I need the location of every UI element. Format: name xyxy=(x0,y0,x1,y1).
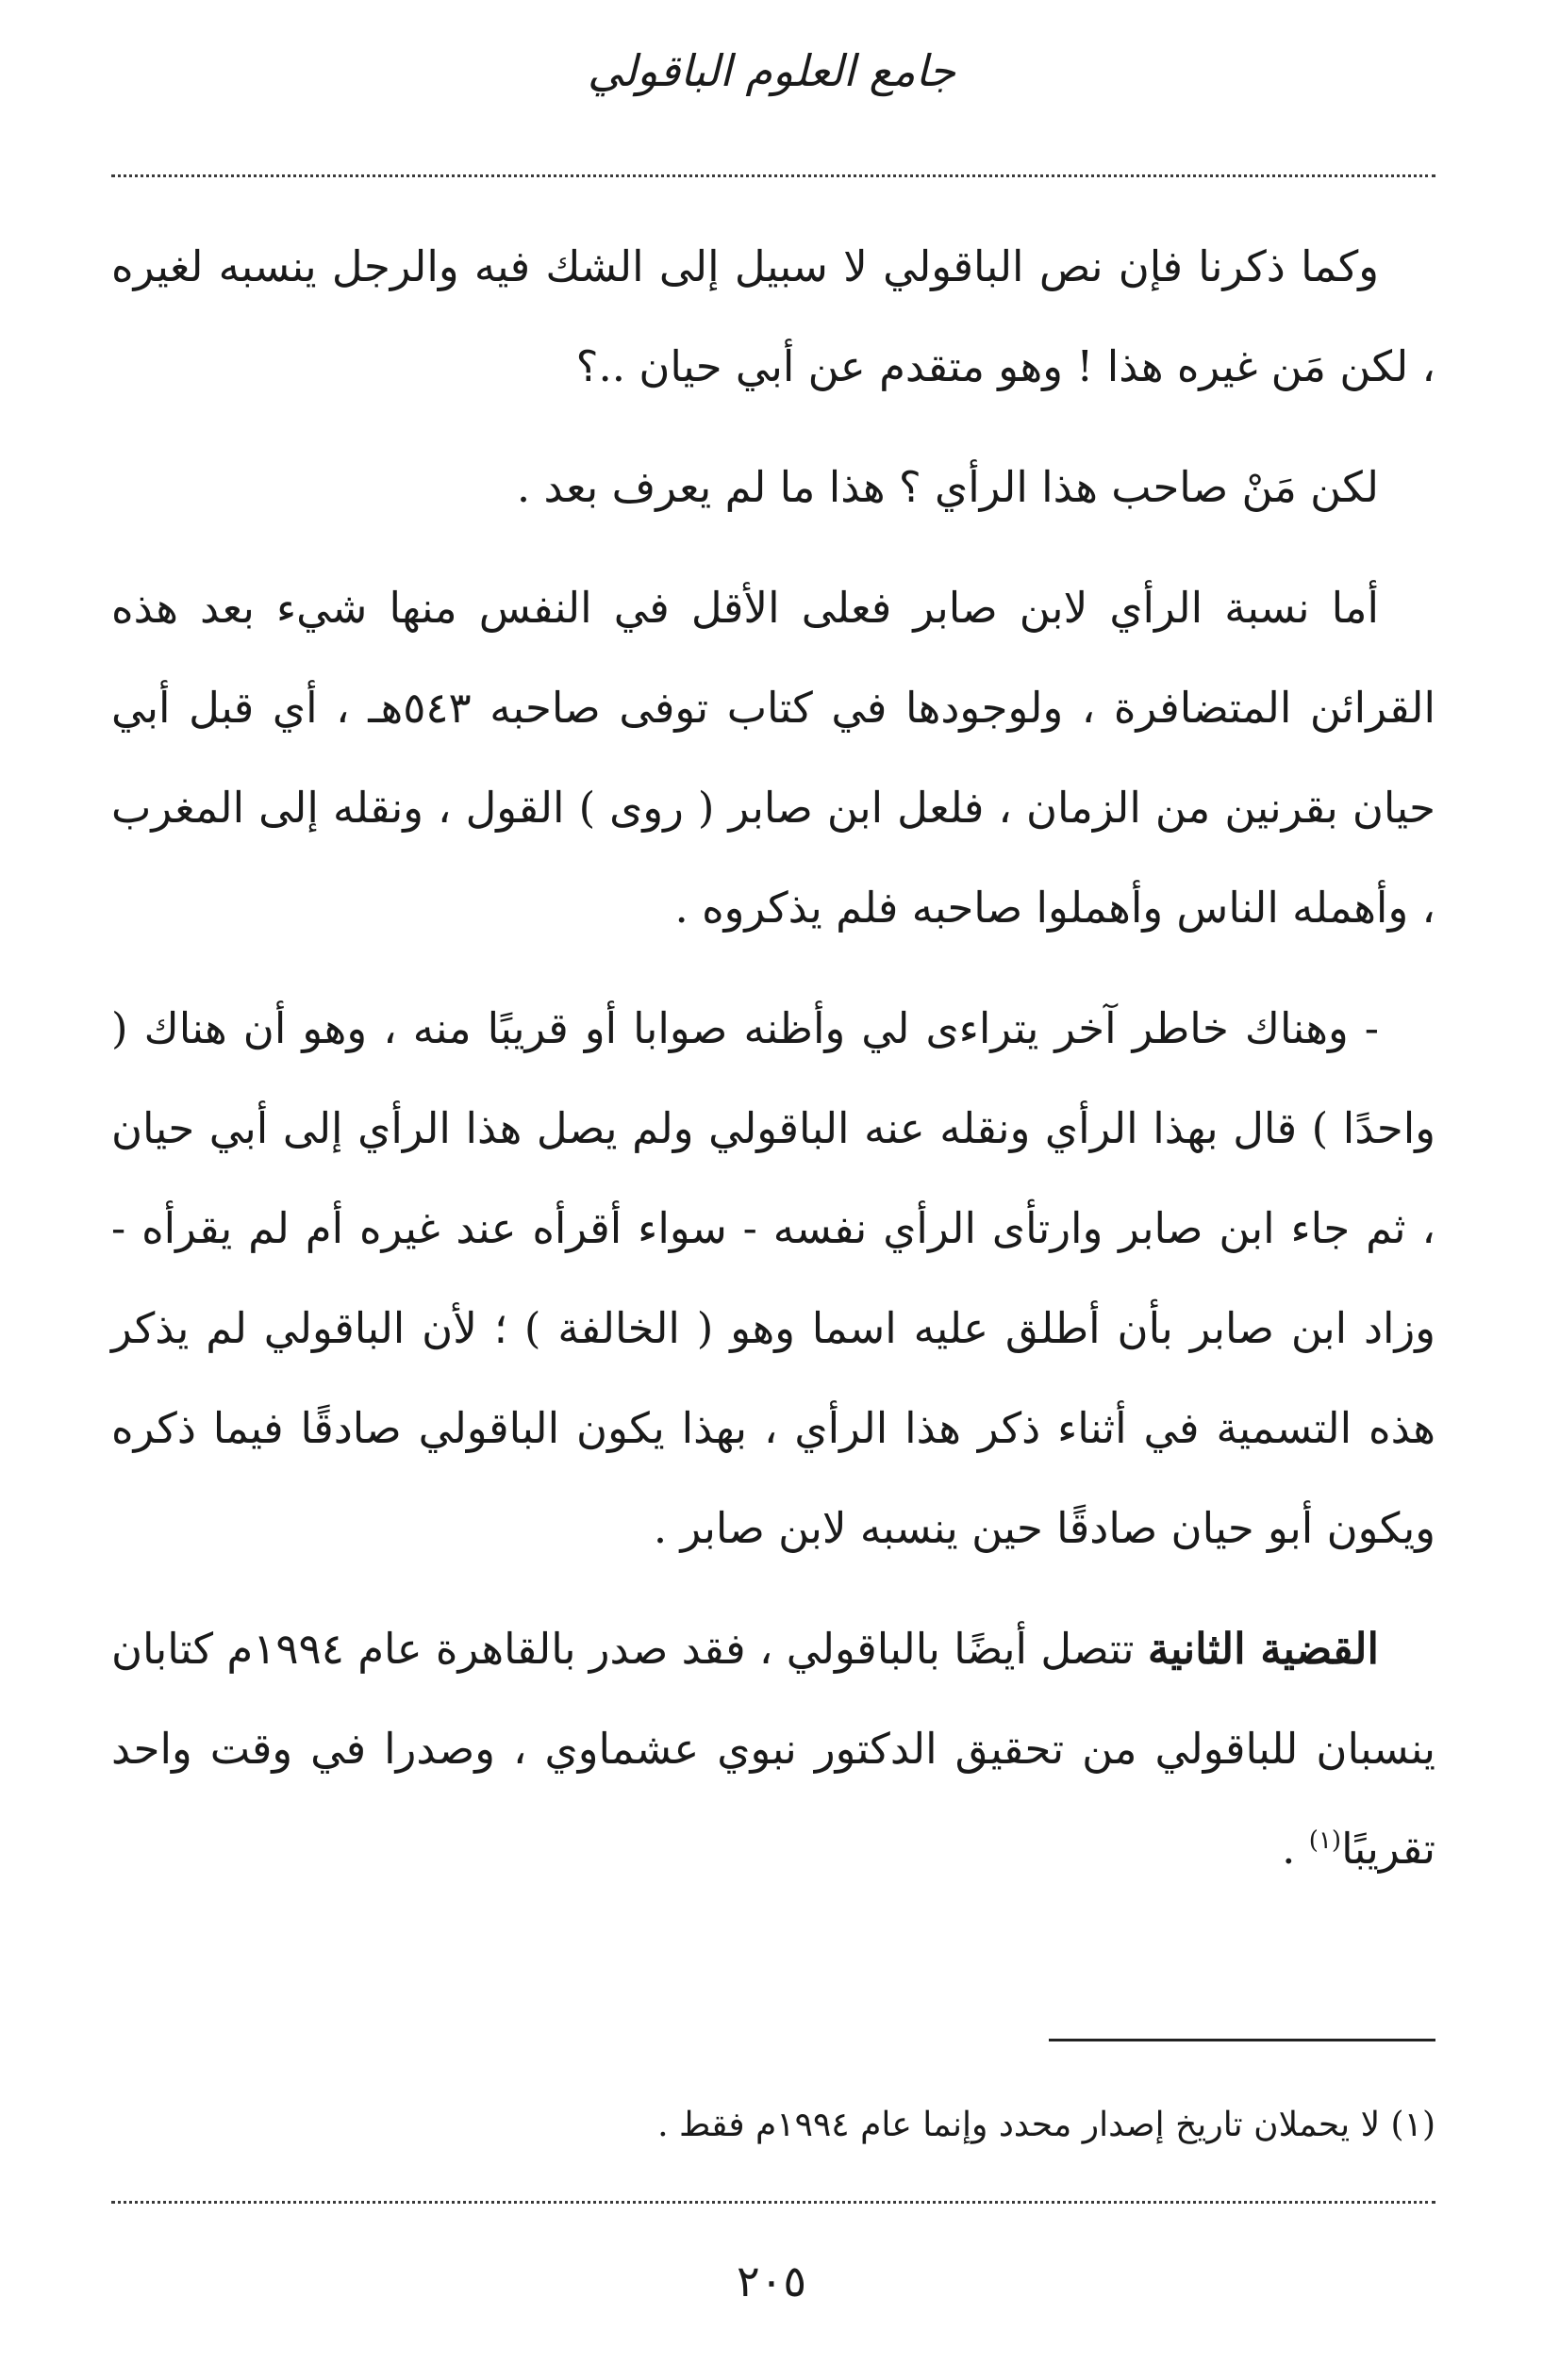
footer-divider xyxy=(111,2201,1435,2204)
paragraph-5 xyxy=(111,1599,1435,1899)
paragraph-1: وكما ذكرنا فإن نص الباقولي لا سبيل إلى الشك فيه والرجل ينسبه لغيره ، لكن مَن غيره هذا ! وهو متقدم عن أبي حيان ..؟ xyxy=(111,241,1435,391)
paragraph-2: لكن مَنْ صاحب هذا الرأي ؟ هذا ما لم يعرف بعد . xyxy=(516,462,1379,512)
paragraph-3: أما نسبة الرأي لابن صابر فعلى الأقل في النفس منها شيء بعد هذه القرائن المتضافرة ، ولوجودها في كتاب توفى صاحبه ٥٤٣هـ ، أي قبل أبي حيان بقرنين من الزمان ، فلعل ابن صابر ( روى ) القول ، ونقله إلى المغرب ، وأهمله الناس وأهملوا صاحبه فلم يذكروه . xyxy=(111,583,1435,933)
main-text xyxy=(111,217,1435,1920)
footnote-reference[interactable]: (١) xyxy=(1308,1826,1342,1855)
paragraph-4: - وهناك خاطر آخر يتراءى لي وأظنه صوابا أو قريبًا منه ، وهو أن هناك ( واحدًا ) قال بهذا الرأي ونقله عنه الباقولي ولم يصل هذا الرأي إلى أبي حيان ، ثم جاء ابن صابر وارتأى الرأي نفسه - سواء أقرأه عند غيره أم لم يقرأه - وزاد ابن صابر بأن أطلق عليه اسما وهو ( الخالفة ) ؛ لأن الباقولي لم يذكر هذه التسمية في أثناء ذكر هذا الرأي ، بهذا يكون الباقولي صادقًا فيما ذكره ويكون أبو حيان صادقًا حين ينسبه لابن صابر . xyxy=(111,1003,1435,1553)
page-number: ٢٠٥ xyxy=(736,2256,807,2306)
running-header: جامع العلوم الباقولي xyxy=(587,45,956,96)
paragraph-5-lead: القضية الثانية xyxy=(1147,1624,1379,1674)
header-divider xyxy=(111,174,1435,177)
paragraph-5-text: تتصل أيضًا بالباقولي ، فقد صدر بالقاهرة عام ١٩٩٤م كتابان ينسبان للباقولي من تحقيق الدكتور نبوي عشماوي ، وصدرا في وقت واحد تقريبًا xyxy=(111,1624,1435,1874)
paragraph-5-end: . xyxy=(1282,1824,1309,1874)
footnote-separator xyxy=(1049,2039,1435,2041)
footnote: (١) لا يحملان تاريخ إصدار محدد وإنما عام ١٩٩٤م فقط . xyxy=(657,2106,1435,2144)
